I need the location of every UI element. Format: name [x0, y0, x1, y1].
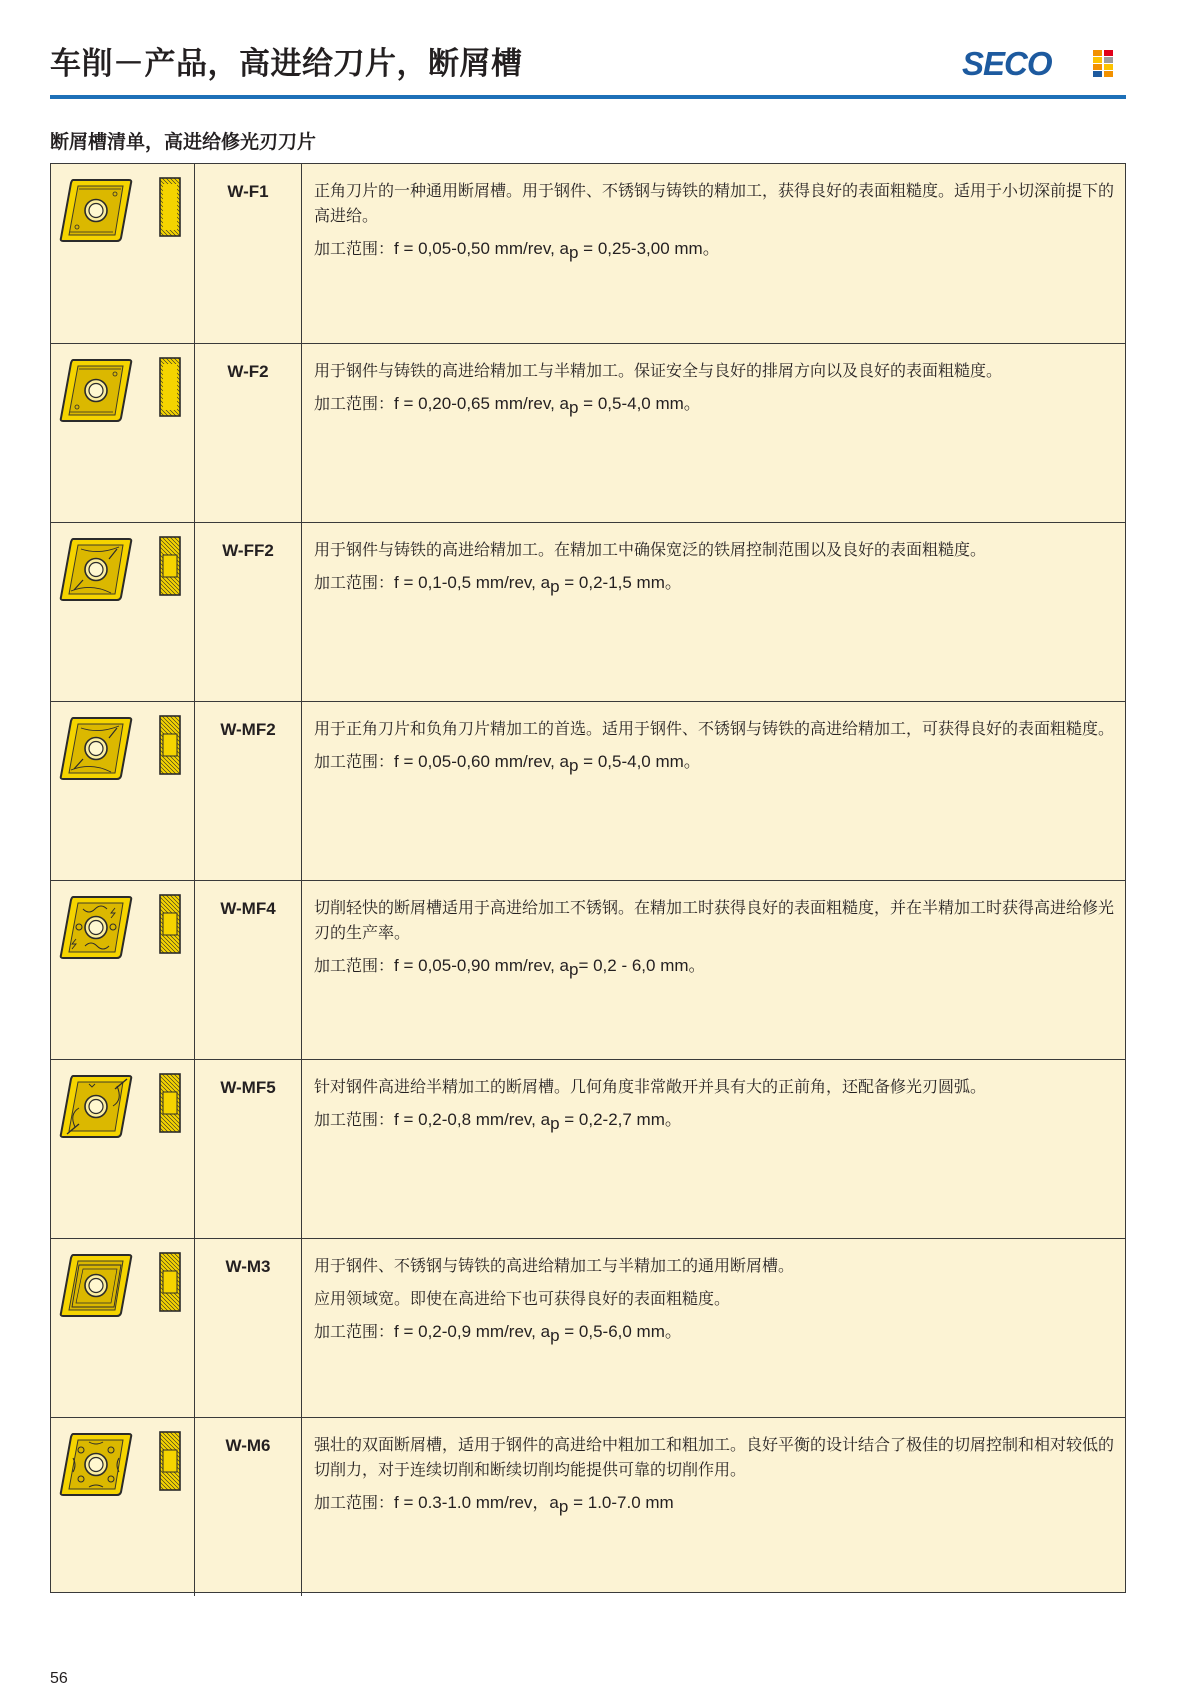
description-text: 应用领域宽。即使在高进给下也可获得良好的表面粗糙度。: [314, 1289, 731, 1308]
machining-range: [314, 391, 1115, 420]
range-label: 加工范围：: [314, 752, 395, 771]
chipbreaker-code: W-M3: [225, 1257, 271, 1276]
chipbreaker-code: W-M6: [225, 1436, 271, 1455]
range-subscript: p: [558, 1497, 569, 1517]
header-rule: [50, 95, 1126, 99]
range-depth: = 0,2-1,5 mm。: [559, 573, 682, 592]
logo-squares-icon: [1093, 50, 1113, 78]
range-subscript: p: [550, 577, 560, 597]
range-label: 加工范围：: [314, 239, 395, 258]
insert-image-cell: [51, 1060, 195, 1238]
chipbreaker-code: W-F1: [227, 182, 269, 201]
insert-side-view-icon: [157, 1430, 183, 1492]
table-row: [51, 1059, 1125, 1238]
range-depth: = 0,2 - 6,0 mm。: [578, 956, 706, 975]
description-cell: [302, 1060, 1125, 1238]
chipbreaker-table: [50, 163, 1126, 1593]
chipbreaker-code: W-MF4: [220, 899, 276, 918]
chipbreaker-code: W-MF5: [220, 1078, 276, 1097]
insert-top-view-icon: [59, 174, 133, 246]
description-cell: [302, 1239, 1125, 1417]
chipbreaker-code-cell: [195, 702, 302, 880]
machining-range: [314, 1319, 1115, 1348]
table-row: [51, 522, 1125, 701]
seco-logo: [962, 44, 1122, 84]
insert-side-view-icon: [157, 356, 183, 418]
insert-image-cell: [51, 702, 195, 880]
table-row: [51, 880, 1125, 1059]
description-text: 用于钢件与铸铁的高进给精加工与半精加工。保证安全与良好的排屑方向以及良好的表面粗糙度。: [314, 361, 1003, 380]
range-feed: f = 0,05-0,50 mm/rev, a: [394, 239, 569, 258]
chipbreaker-code-cell: [195, 1239, 302, 1417]
range-depth: = 0,25-3,00 mm。: [578, 239, 720, 258]
description-cell: [302, 881, 1125, 1059]
range-subscript: p: [568, 756, 579, 776]
insert-image-cell: [51, 164, 195, 343]
machining-range: [314, 953, 1115, 982]
insert-side-view-icon: [157, 535, 183, 597]
chipbreaker-code: W-FF2: [222, 541, 274, 560]
range-label: 加工范围：: [314, 956, 395, 975]
range-label: 加工范围：: [314, 394, 395, 413]
description-text: 强壮的双面断屑槽，适用于钢件的高进给中粗加工和粗加工。良好平衡的设计结合了极佳的切屑控制和相对较低的切削力，对于连续切削和断续切削均能提供可靠的切削作用。: [314, 1435, 1115, 1479]
table-row: [51, 1238, 1125, 1417]
insert-top-view-icon: [59, 1428, 133, 1500]
insert-image-cell: [51, 1418, 195, 1596]
insert-top-view-icon: [59, 1249, 133, 1321]
section-title: 断屑槽清单，高进给修光刃刀片: [50, 131, 317, 153]
insert-side-view-icon: [157, 176, 183, 238]
insert-top-view-icon: [59, 533, 133, 605]
page-number: 56: [50, 1670, 68, 1687]
chipbreaker-code-cell: [195, 1418, 302, 1596]
insert-image-cell: [51, 881, 195, 1059]
range-feed: f = 0.3-1.0 mm/rev，a: [394, 1493, 559, 1512]
insert-image-cell: [51, 344, 195, 522]
machining-range: [314, 570, 1115, 599]
description-cell: [302, 702, 1125, 880]
range-label: 加工范围：: [314, 573, 395, 592]
machining-range: [314, 236, 1115, 265]
chipbreaker-code-cell: [195, 344, 302, 522]
chipbreaker-code-cell: [195, 523, 302, 701]
range-feed: f = 0,2-0,9 mm/rev, a: [394, 1322, 551, 1341]
table-row: [51, 164, 1125, 343]
description-cell: [302, 164, 1125, 343]
insert-top-view-icon: [59, 1070, 133, 1142]
description-text: 正角刀片的一种通用断屑槽。用于钢件、不锈钢与铸铁的精加工，获得良好的表面粗糙度。适用于小切深前提下的高进给。: [314, 181, 1115, 225]
range-depth: = 1.0-7.0 mm: [568, 1493, 674, 1512]
range-label: 加工范围：: [314, 1493, 395, 1512]
insert-top-view-icon: [59, 891, 133, 963]
description-text: 用于钢件、不锈钢与铸铁的高进给精加工与半精加工的通用断屑槽。: [314, 1256, 795, 1275]
table-row: [51, 1417, 1125, 1596]
range-feed: f = 0,1-0,5 mm/rev, a: [394, 573, 551, 592]
range-subscript: p: [568, 243, 579, 263]
insert-image-cell: [51, 523, 195, 701]
table-row: [51, 343, 1125, 522]
range-depth: = 0,5-4,0 mm。: [578, 394, 701, 413]
description-cell: [302, 523, 1125, 701]
description-text: 用于钢件与铸铁的高进给精加工。在精加工中确保宽泛的铁屑控制范围以及良好的表面粗糙度。: [314, 540, 987, 559]
description-text: 切削轻快的断屑槽适用于高进给加工不锈钢。在精加工时获得良好的表面粗糙度，并在半精加工时获得高进给修光刃的生产率。: [314, 898, 1115, 942]
range-subscript: p: [568, 960, 579, 980]
machining-range: [314, 1490, 1115, 1519]
range-subscript: p: [550, 1326, 560, 1346]
page-title: 车削－产品，高进给刀片，断屑槽: [50, 46, 523, 82]
machining-range: [314, 749, 1115, 778]
description-text: 针对钢件高进给半精加工的断屑槽。几何角度非常敞开并具有大的正前角，还配备修光刃圆弧。: [314, 1077, 987, 1096]
insert-side-view-icon: [157, 1251, 183, 1313]
range-feed: f = 0,2-0,8 mm/rev, a: [394, 1110, 551, 1129]
insert-top-view-icon: [59, 354, 133, 426]
range-label: 加工范围：: [314, 1110, 395, 1129]
insert-top-view-icon: [59, 712, 133, 784]
chipbreaker-code-cell: [195, 1060, 302, 1238]
description-cell: [302, 1418, 1125, 1596]
insert-side-view-icon: [157, 714, 183, 776]
insert-image-cell: [51, 1239, 195, 1417]
range-feed: f = 0,20-0,65 mm/rev, a: [394, 394, 569, 413]
range-feed: f = 0,05-0,90 mm/rev, a: [394, 956, 569, 975]
range-subscript: p: [568, 398, 579, 418]
range-label: 加工范围：: [314, 1322, 395, 1341]
chipbreaker-code-cell: [195, 164, 302, 343]
chipbreaker-code: W-MF2: [220, 720, 276, 739]
range-depth: = 0,2-2,7 mm。: [559, 1110, 682, 1129]
chipbreaker-code: W-F2: [227, 362, 269, 381]
description-text: 用于正角刀片和负角刀片精加工的首选。适用于钢件、不锈钢与铸铁的高进给精加工，可获得良好的表面粗糙度。: [314, 719, 1115, 738]
insert-side-view-icon: [157, 893, 183, 955]
range-feed: f = 0,05-0,60 mm/rev, a: [394, 752, 569, 771]
chipbreaker-code-cell: [195, 881, 302, 1059]
range-subscript: p: [550, 1114, 560, 1134]
machining-range: [314, 1107, 1115, 1136]
range-depth: = 0,5-6,0 mm。: [559, 1322, 682, 1341]
table-row: [51, 701, 1125, 880]
logo-text: SECO: [962, 45, 1052, 82]
range-depth: = 0,5-4,0 mm。: [578, 752, 701, 771]
insert-side-view-icon: [157, 1072, 183, 1134]
description-cell: [302, 344, 1125, 522]
